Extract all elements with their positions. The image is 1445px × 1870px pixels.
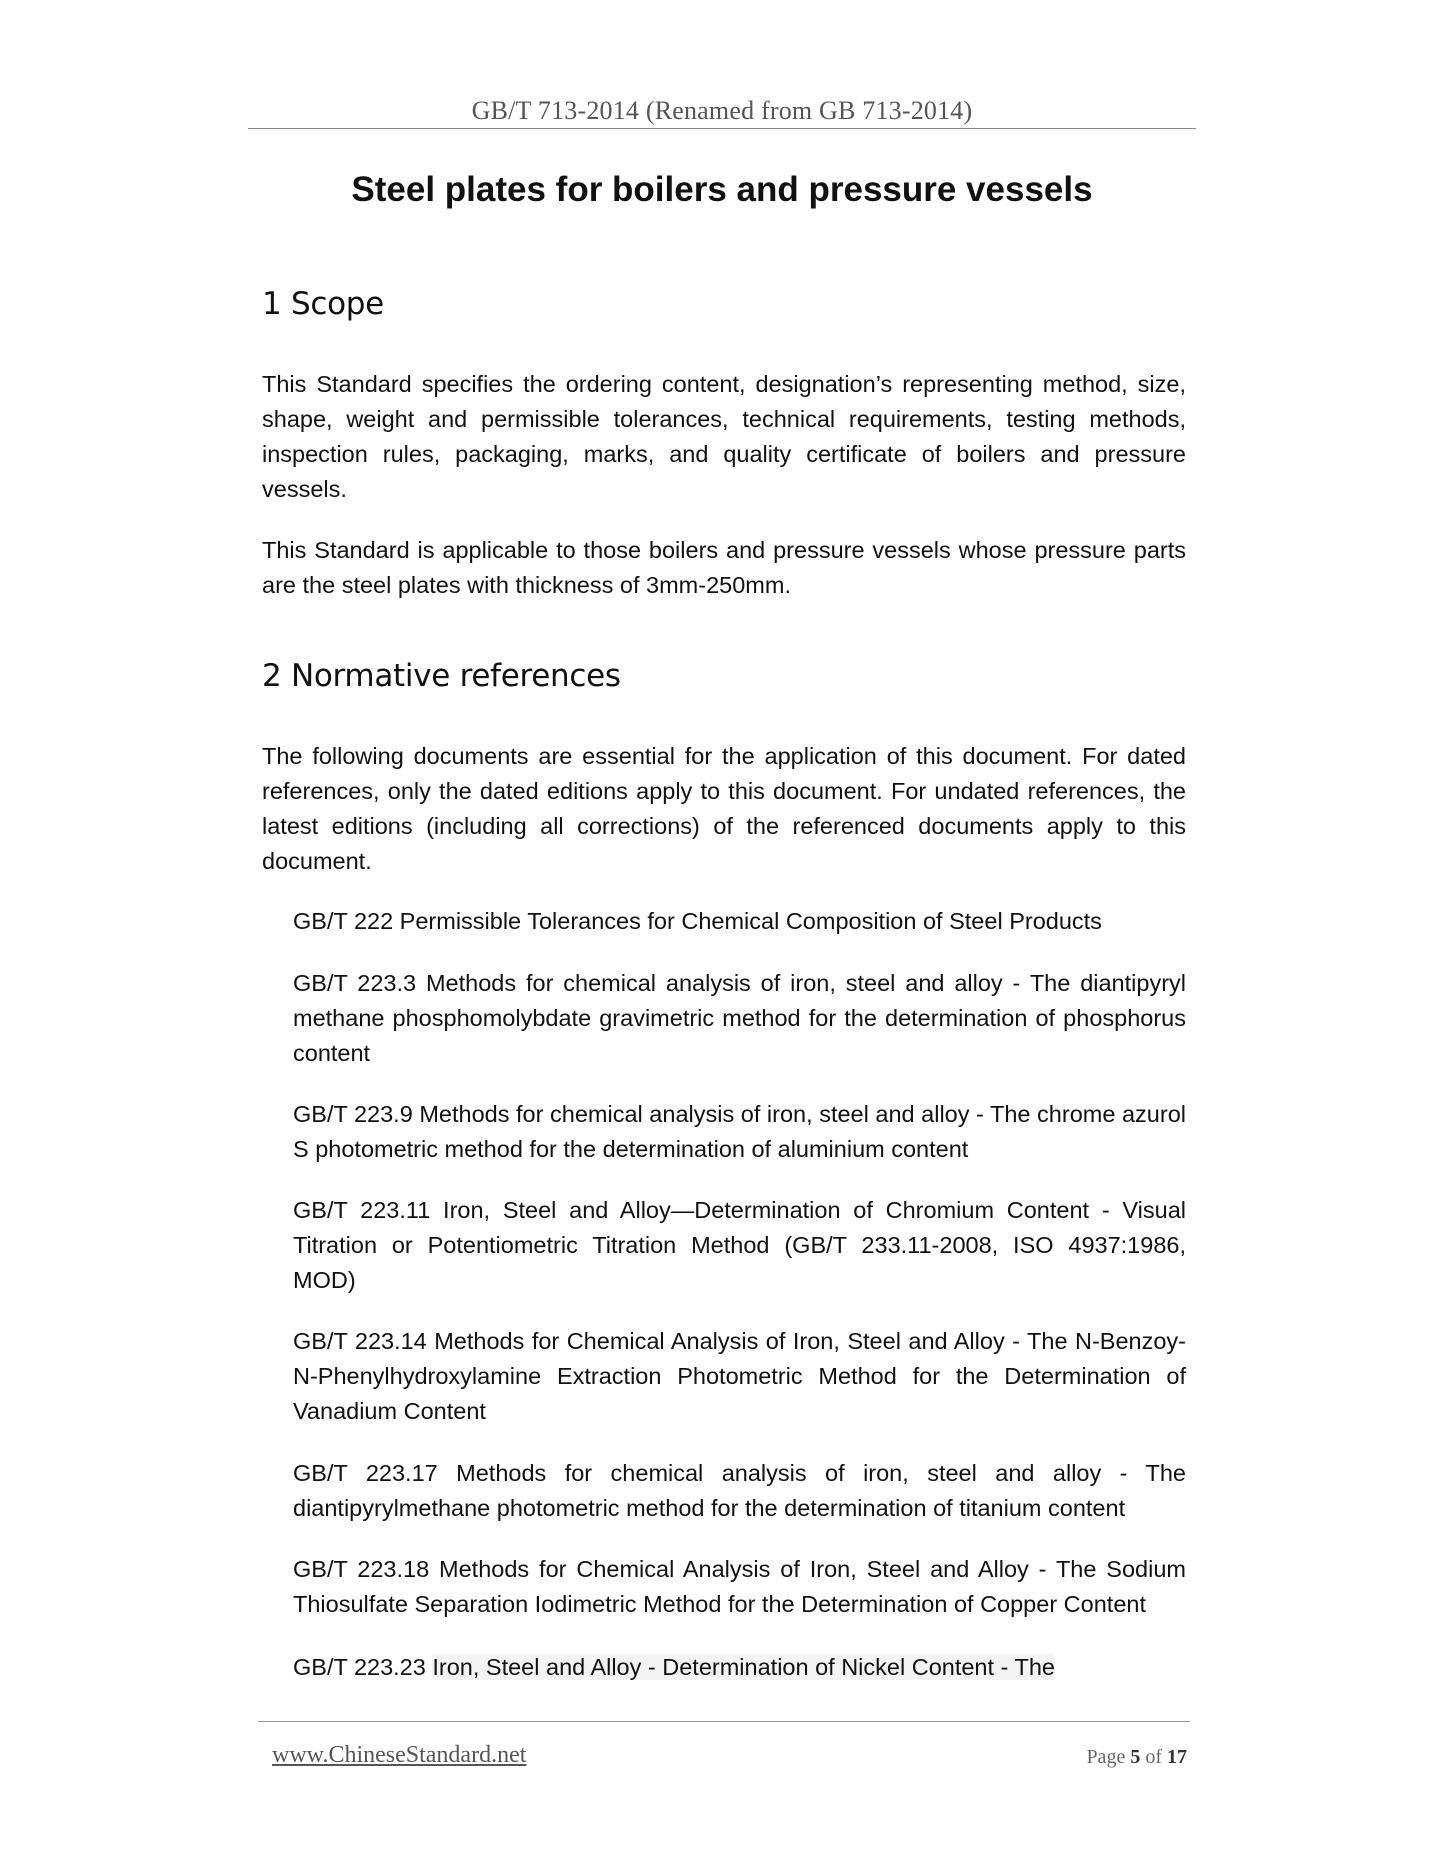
normative-intro-paragraph: The following documents are essential for the application of this document. For dated references, only the dated editions apply to this document. For undated references, the latest editions (including all corrections) of the referenced documents apply to this document. (262, 743, 1186, 874)
header-divider (248, 128, 1196, 129)
page-current: 5 (1130, 1746, 1141, 1768)
section-heading-scope: 1 Scope (262, 286, 384, 322)
page-total: 17 (1167, 1746, 1187, 1768)
page-number (1086, 1746, 1187, 1769)
document-title: Steel plates for boilers and pressure vessels (351, 170, 1093, 209)
reference-item: GB/T 223.11 Iron, Steel and Alloy—Determination of Chromium Content - Visual Titration or Potentiometric Titration Method (GB/T 233.11-2008, ISO 4937:1986, MOD) (293, 1197, 1186, 1293)
footer-divider (258, 1721, 1190, 1722)
reference-title-highlighted: Iron, Steel and Alloy - Determination of Nickel Content - The (432, 1654, 1055, 1680)
scope-paragraph-2: This Standard is applicable to those boilers and pressure vessels whose pressure parts are the steel plates with thickness of 3mm-250mm. (262, 537, 1186, 598)
page-label: Page (1086, 1746, 1126, 1768)
reference-item-partial (293, 1650, 1186, 1685)
section-heading-normative-references: 2 Normative references (262, 658, 621, 694)
page-of-label: of (1145, 1746, 1162, 1768)
reference-item: GB/T 223.3 Methods for chemical analysis of iron, steel and alloy - The diantipyryl methane phosphomolybdate gravimetric method for the determination of phosphorus content (293, 970, 1186, 1066)
reference-item: GB/T 223.17 Methods for chemical analysis of iron, steel and alloy - The diantipyrylmethane photometric method for the determination of titanium content (293, 1460, 1186, 1521)
reference-item: GB/T 222 Permissible Tolerances for Chemical Composition of Steel Products (293, 908, 1102, 934)
website-link[interactable]: www.ChineseStandard.net (272, 1742, 527, 1768)
reference-item: GB/T 223.9 Methods for chemical analysis of iron, steel and alloy - The chrome azurol S photometric method for the determination of aluminium content (293, 1101, 1186, 1162)
reference-item: GB/T 223.14 Methods for Chemical Analysis of Iron, Steel and Alloy - The N-Benzoy-N-Phenylhydroxylamine Extraction Photometric Method for the Determination of Vanadium Content (293, 1328, 1186, 1424)
running-header: GB/T 713-2014 (Renamed from GB 713-2014) (471, 96, 973, 125)
reference-code: GB/T 223.23 (293, 1654, 433, 1680)
reference-item: GB/T 223.18 Methods for Chemical Analysis of Iron, Steel and Alloy - The Sodium Thiosulfate Separation Iodimetric Method for the Determination of Copper Content (293, 1556, 1186, 1617)
scope-paragraph-1: This Standard specifies the ordering content, designation’s representing method, size, shape, weight and permissible tolerances, technical requirements, testing methods, inspection rules, packaging, marks, and quality certificate of boilers and pressure vessels. (262, 371, 1186, 502)
